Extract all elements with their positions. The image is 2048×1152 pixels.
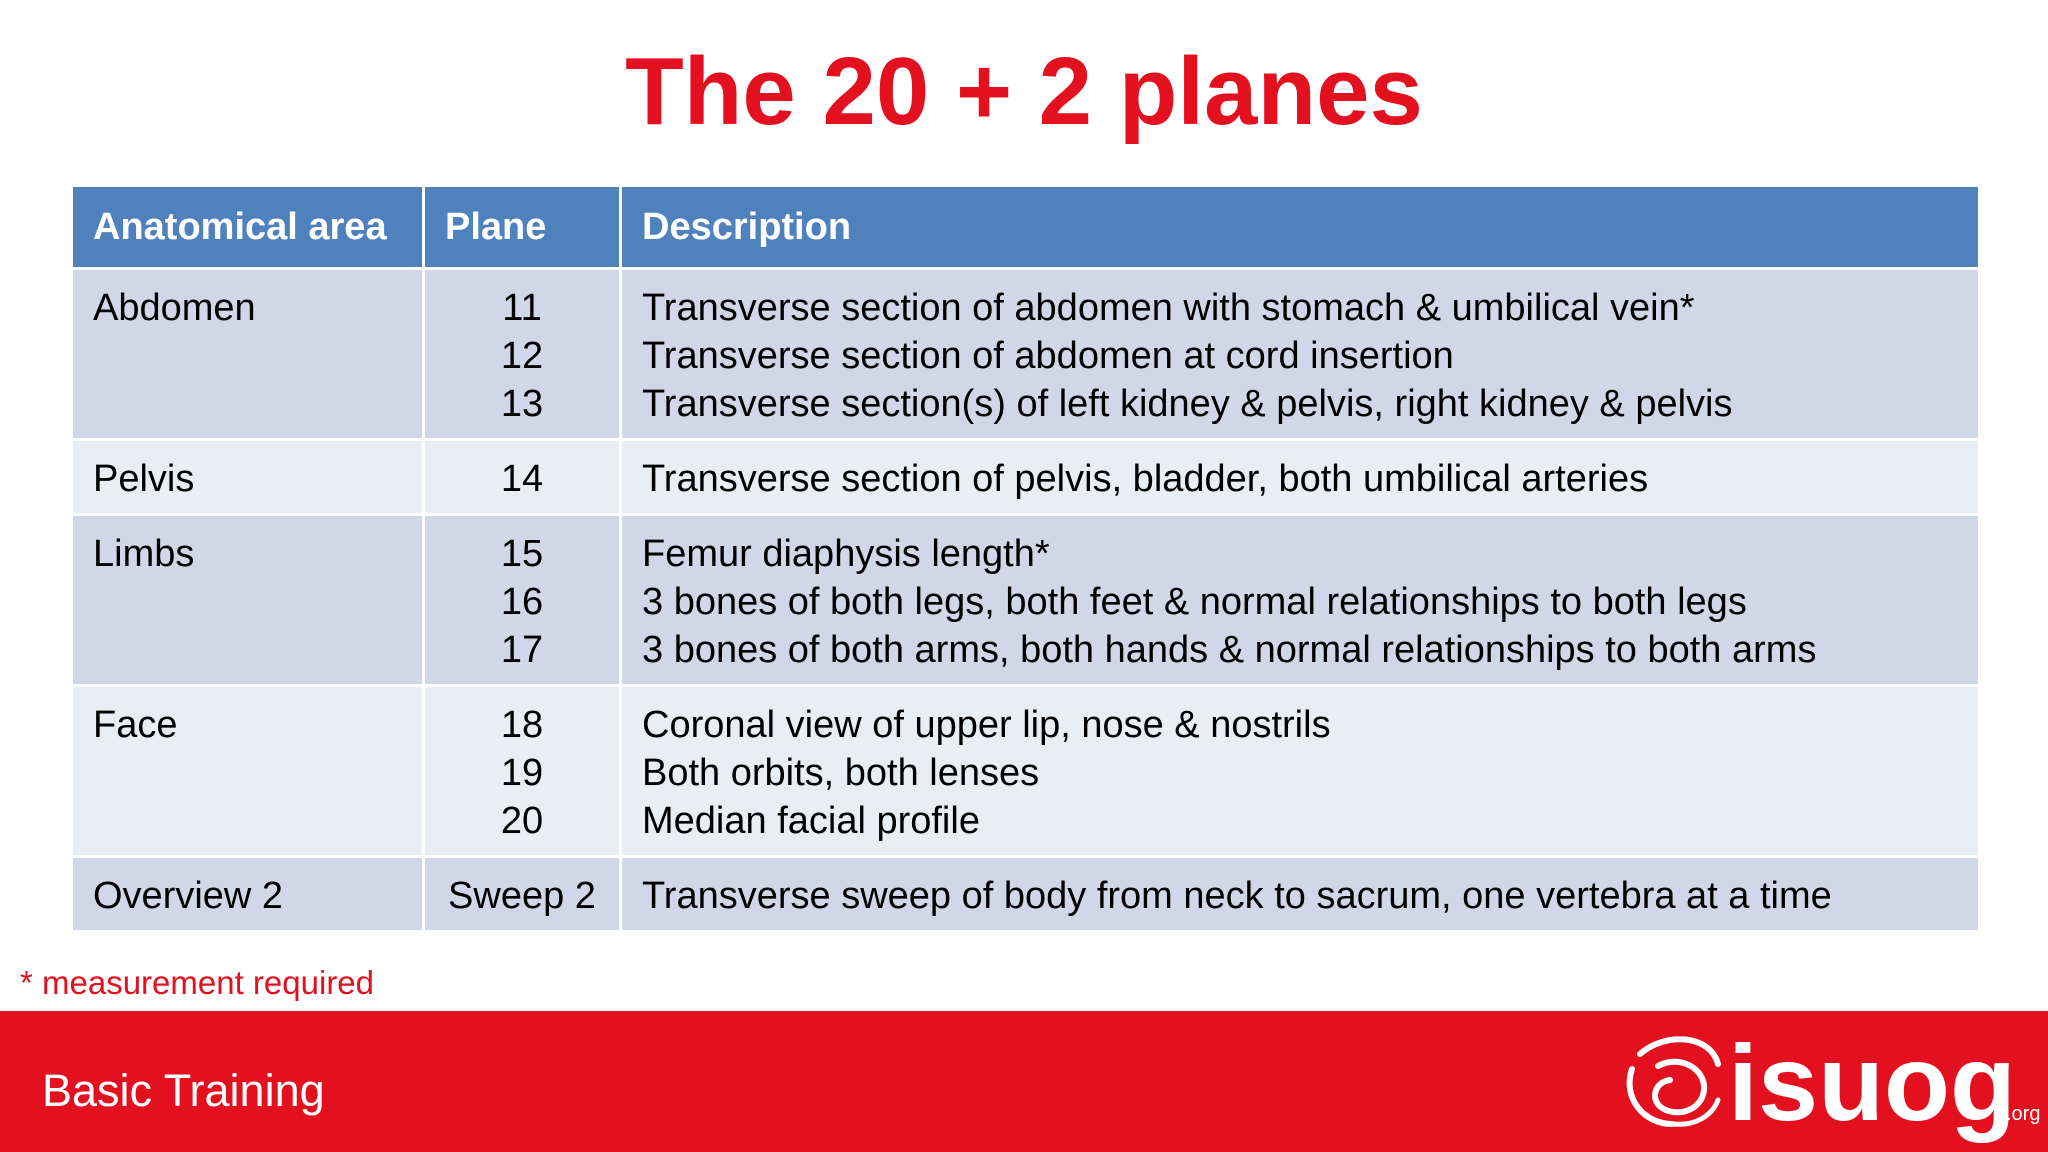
table-row — [72, 269, 1980, 440]
plane-number: 20 — [500, 800, 544, 842]
plane-number: 13 — [500, 383, 544, 425]
table-row — [72, 686, 1980, 857]
description-cell — [621, 515, 1980, 686]
plane-number: 15 — [500, 533, 544, 575]
description-line: Transverse section of abdomen at cord insertion — [642, 335, 1454, 377]
table-row — [72, 857, 1980, 932]
description-line: Coronal view of upper lip, nose & nostrils — [642, 704, 1331, 746]
plane-number: 11 — [502, 287, 542, 329]
plane-number: 17 — [500, 629, 544, 671]
table-row — [72, 515, 1980, 686]
slide-title: The 20 + 2 planes — [625, 38, 1423, 145]
header-plane: Plane — [424, 186, 621, 269]
plane-cell — [424, 440, 621, 515]
table-header-row — [72, 186, 1980, 269]
area-cell: Overview 2 — [72, 857, 424, 932]
description-line: Median facial profile — [642, 800, 980, 842]
description-line: Transverse section(s) of left kidney & pelvis, right kidney & pelvis — [642, 383, 1733, 425]
footnote: * measurement required — [20, 964, 375, 1001]
isuog-logo — [1610, 1024, 2040, 1148]
plane-number: 12 — [500, 335, 544, 377]
header-description: Description — [621, 186, 1980, 269]
area-cell: Pelvis — [72, 440, 424, 515]
table-row — [72, 440, 1980, 515]
footer-label: Basic Training — [42, 1065, 325, 1116]
description-line: Femur diaphysis length* — [642, 533, 1050, 575]
plane-cell — [424, 515, 621, 686]
description-cell — [621, 440, 1980, 515]
description-cell — [621, 686, 1980, 857]
description-cell — [621, 857, 1980, 932]
area-cell: Limbs — [72, 515, 424, 686]
area-cell: Face — [72, 686, 424, 857]
plane-number: 18 — [500, 704, 544, 746]
description-line: 3 bones of both arms, both hands & normal relationships to both arms — [642, 629, 1817, 671]
plane-number: 14 — [500, 458, 544, 500]
description-line: Both orbits, both lenses — [642, 752, 1040, 794]
planes-table — [70, 184, 1981, 933]
plane-cell — [424, 269, 621, 440]
plane-cell — [424, 686, 621, 857]
logo-suffix: .org — [2006, 1103, 2040, 1125]
description-line: Transverse sweep of body from neck to sacrum, one vertebra at a time — [642, 875, 1832, 917]
description-cell — [621, 269, 1980, 440]
plane-number: Sweep 2 — [448, 875, 596, 917]
description-line: Transverse section of pelvis, bladder, both umbilical arteries — [642, 458, 1649, 500]
fetus-swirl-icon — [1630, 1039, 1718, 1124]
plane-number: 19 — [500, 752, 544, 794]
header-anatomical-area: Anatomical area — [72, 186, 424, 269]
description-line: 3 bones of both legs, both feet & normal relationships to both legs — [642, 581, 1747, 623]
description-line: Transverse section of abdomen with stomach & umbilical vein* — [642, 287, 1695, 329]
plane-cell — [424, 857, 621, 932]
logo-wordmark: isuog — [1728, 1024, 2016, 1143]
area-cell: Abdomen — [72, 269, 424, 440]
plane-number: 16 — [500, 581, 544, 623]
